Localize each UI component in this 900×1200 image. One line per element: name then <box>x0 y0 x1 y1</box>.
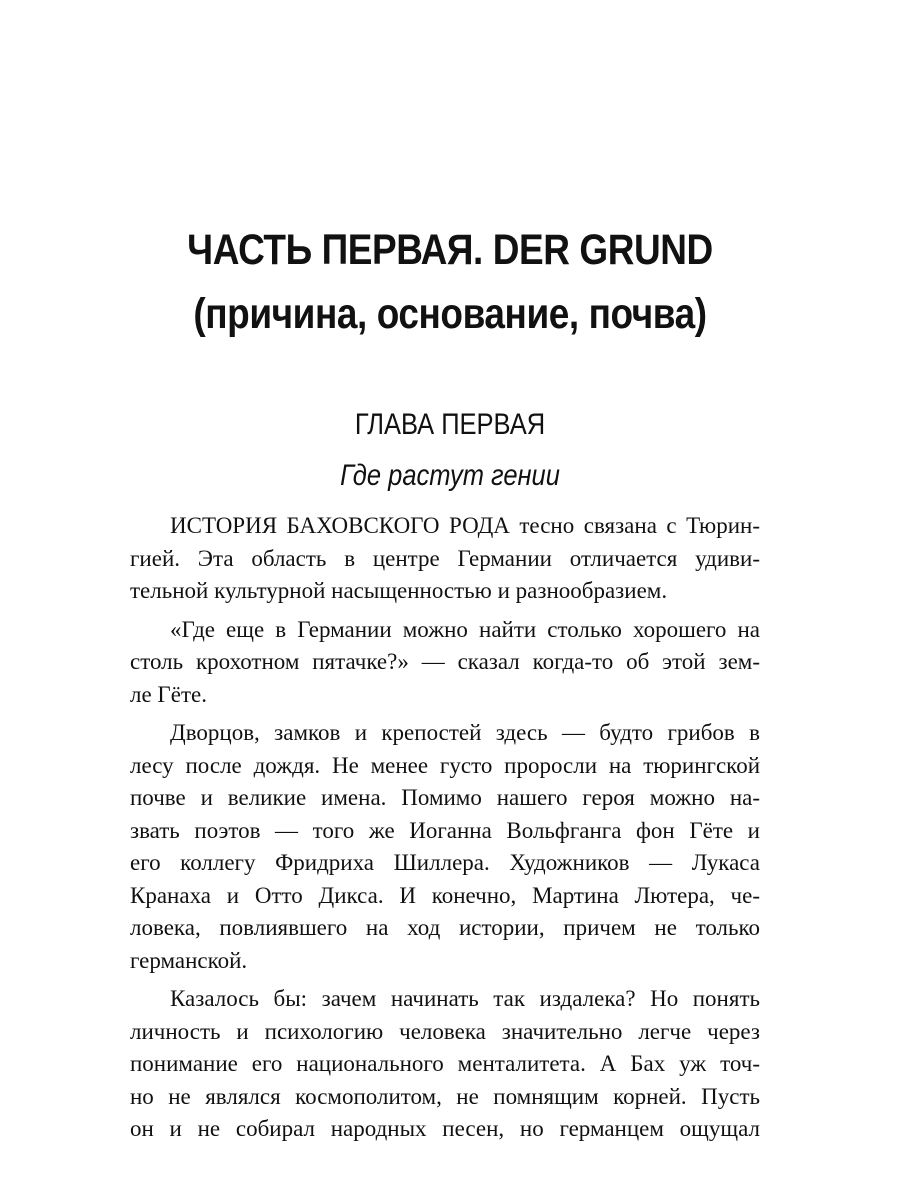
paragraph <box>130 510 760 608</box>
paragraph <box>130 717 760 977</box>
body-text <box>130 510 760 1146</box>
text-line: ловека, повлиявшего на ход истории, причем не только <box>130 915 760 940</box>
part-title-line-2: (причина, основание, почва) <box>193 290 707 338</box>
text-line: Кранаха и Отто Дикса. И конечно, Мартина Лютера, че- <box>130 882 760 908</box>
text-line: гией. Эта область в центре Германии отличается удиви- <box>130 545 760 571</box>
text-line: тельной культурной насыщенностью и разнообразием. <box>130 578 668 603</box>
text-line: его коллегу Фридриха Шиллера. Художников — Лукаса <box>130 850 760 875</box>
text-line: «Где еще в Германии можно найти столько хорошего на <box>170 616 760 642</box>
text-line: но не являлся космополитом, не помнящим корней. Пусть <box>130 1083 760 1109</box>
text-line: германской. <box>130 947 248 973</box>
part-title-line-1: ЧАСТЬ ПЕРВАЯ. DER GRUND <box>187 226 713 274</box>
text-line: личность и психологию человека значительно легче через <box>130 1018 760 1044</box>
chapter-heading: ГЛАВА ПЕРВАЯ <box>354 408 546 441</box>
text-line: он и не собирал народных песен, но германцем ощущал <box>130 1116 760 1141</box>
paragraph <box>130 983 760 1146</box>
text-line: понимание его национального менталитета. А Бах уж точ- <box>130 1051 760 1076</box>
text-line: столь крохотном пятачке?» — сказал когда-то об этой зем- <box>130 649 760 674</box>
chapter-subtitle: Где растут гении <box>340 459 560 492</box>
text-line: ИСТОРИЯ БАХОВСКОГО РОДА тесно связана с Тюрин- <box>170 513 760 538</box>
text-line: почве и великие имена. Помимо нашего героя можно на- <box>130 785 760 810</box>
part-title <box>63 218 837 346</box>
text-line: Казалось бы: зачем начинать так издалека? Но понять <box>170 986 760 1011</box>
text-line: ле Гёте. <box>130 681 207 707</box>
text-line: Дворцов, замков и крепостей здесь — будто грибов в <box>170 720 760 745</box>
text-line: звать поэтов — того же Иоганна Вольфганга фон Гёте и <box>130 817 760 843</box>
paragraph <box>130 614 760 712</box>
text-line: лесу после дождя. Не менее густо проросли на тюрингской <box>130 752 760 778</box>
